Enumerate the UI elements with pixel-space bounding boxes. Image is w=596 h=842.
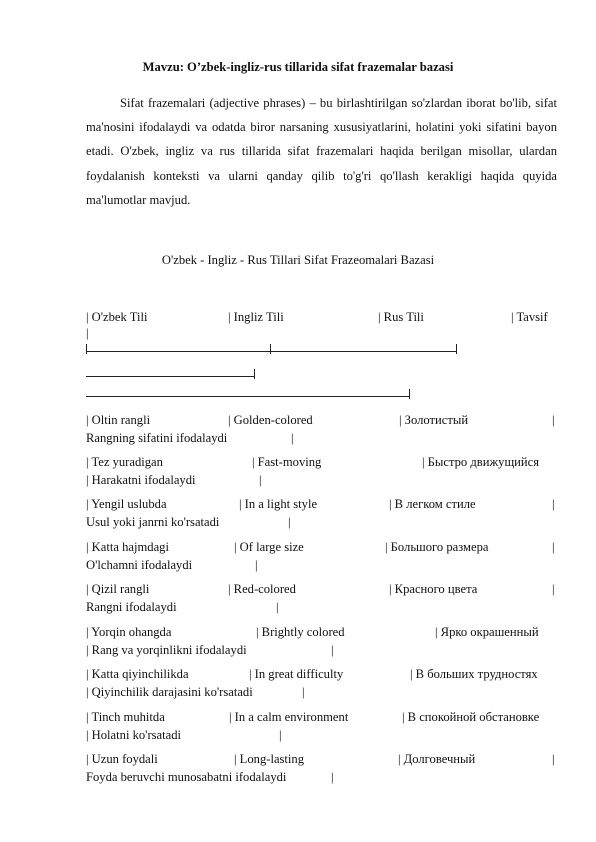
intro-paragraph [86,91,557,212]
cell-description: | Rang va yorqinlikni ifodalaydi [86,643,247,657]
separator-tick [456,344,457,354]
cell-ru: | Золотистый [399,413,469,427]
cell-description: Rangni ifodalaydi [86,600,177,614]
cell-en: | Golden-colored [228,413,313,427]
cell-description: Usul yoki janrni ko'rsatadi [86,515,220,529]
cell-description-end: | [276,600,279,614]
cell-ru: | Красного цвета [389,582,478,596]
cell-uz: | Tinch muhitda [86,710,165,724]
cell-ru: | Ярко окрашенный [435,625,539,639]
cell-description-end: | [259,473,262,487]
cell-end: | [552,497,555,511]
cell-ru: | Большого размера [385,540,489,554]
cell-description-end: | [331,770,334,784]
separator-tick [409,389,410,399]
cell-en: | Fast-moving [252,455,322,469]
cell-uz: | Uzun foydali [86,752,158,766]
cell-description-end: | [288,515,291,529]
document-title: Mavzu: O’zbek-ingliz-rus tillarida sifat frazemalar bazasi [142,60,454,74]
cell-uz: | Katta hajmdagi [86,540,169,554]
separator-line [86,396,409,397]
header-russian: | Rus Tili [378,310,424,324]
cell-description: O'lchamni ifodalaydi [86,558,193,572]
cell-ru: | В спокойной обстановке [402,710,540,724]
cell-description-end: | [291,431,294,445]
cell-ru: | Быстро движущийся [422,455,540,469]
header-description: | Tavsif [511,310,548,324]
cell-uz: | Yengil uslubda [86,497,167,511]
cell-description: Rangning sifatini ifodalaydi [86,431,228,445]
cell-end: | [552,413,555,427]
cell-uz: | Oltin rangli [86,413,151,427]
cell-en: | In a calm environment [229,710,349,724]
cell-description-end: | [302,685,305,699]
separator-tick [270,344,271,354]
cell-description: | Harakatni ifodalaydi [86,473,196,487]
cell-end: | [552,582,555,596]
cell-ru: | Долговечный [398,752,476,766]
header-end-bar: | [86,326,89,340]
separator-tick [254,369,255,379]
table-subtitle: O'zbek - Ingliz - Rus Tillari Sifat Frazeomalari Bazasi [161,253,435,267]
cell-description-end: | [255,558,258,572]
cell-uz: | Katta qiyinchilikda [86,667,189,681]
cell-en: | Red-colored [228,582,296,596]
separator-line [86,376,254,377]
cell-en: | Long-lasting [234,752,305,766]
cell-description: | Holatni ko'rsatadi [86,728,182,742]
cell-en: | Brightly colored [256,625,345,639]
separator-line [86,351,456,352]
cell-ru: | В больших трудностях [410,667,538,681]
cell-ru: | В легком стиле [389,497,476,511]
header-uzbek: | O'zbek Tili [86,310,148,324]
cell-end: | [552,752,555,766]
cell-description-end: | [331,643,334,657]
separator-tick [86,344,87,354]
cell-uz: | Tez yuradigan [86,455,163,469]
cell-end: | [552,540,555,554]
cell-uz: | Qizil rangli [86,582,150,596]
cell-uz: | Yorqin ohangda [86,625,172,639]
cell-en: | In great difficulty [249,667,344,681]
cell-en: | Of large size [234,540,304,554]
intro-text: Sifat frazemalari (adjective phrases) – bu birlashtirilgan so'zlardan iborat bo'lib, sifat ma'nosini ifodalaydi va odatda biror narsaning xususiyatlarini, holatini yoki sifatini bayon etadi. O'zbek, ingliz va rus tillarida sifat frazemalari haqida berilgan misollar, ulardan foydalanish konteksti va ularni qanday qilib to'g'ri qo'llash kerakligi haqida quyida ma'lumotlar mavjud. [86,96,557,207]
header-english: | Ingliz Tili [228,310,284,324]
cell-en: | In a light style [239,497,318,511]
cell-description: | Qiyinchilik darajasini ko'rsatadi [86,685,253,699]
cell-description-end: | [279,728,282,742]
cell-description: Foyda beruvchi munosabatni ifodalaydi [86,770,287,784]
